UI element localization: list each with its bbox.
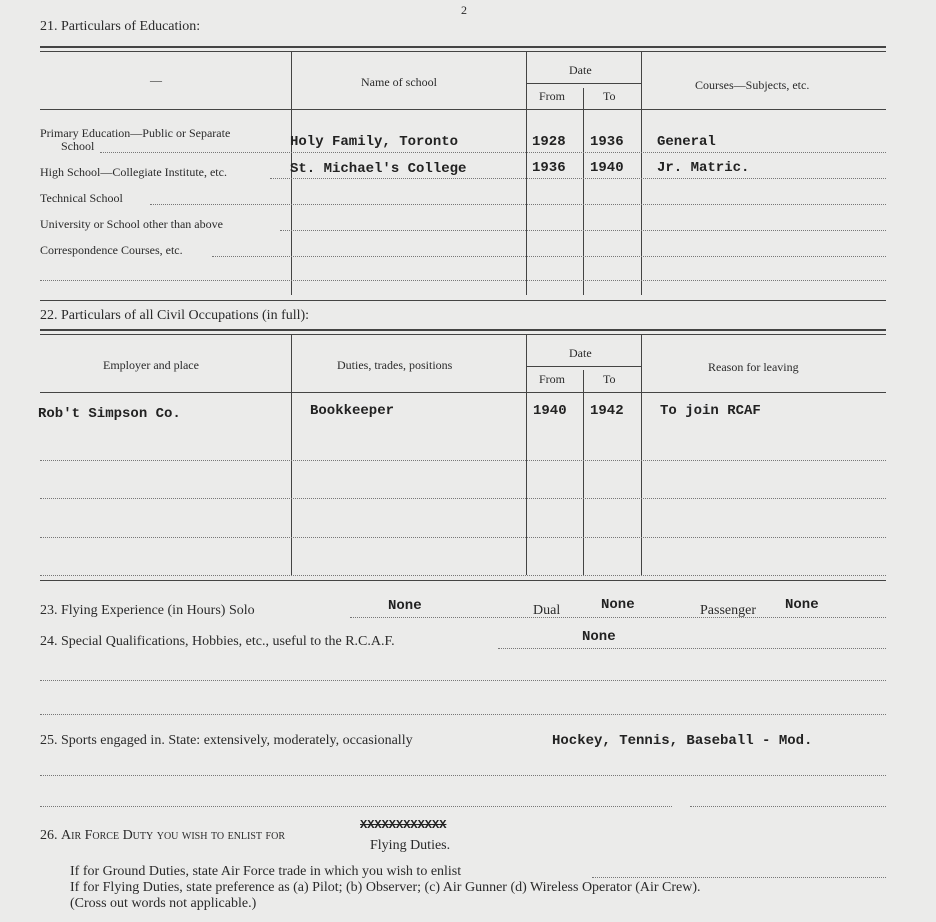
- crossed-out-ground-duties: XXXXXXXXXXXX: [360, 818, 447, 832]
- employer: Rob't Simpson Co.: [38, 406, 181, 422]
- row-label: High School—Collegiate Institute, etc.: [40, 165, 227, 179]
- dual-label: Dual: [533, 603, 561, 618]
- divider: [40, 329, 886, 331]
- page-number: 2: [461, 3, 467, 17]
- column-divider: [526, 335, 527, 575]
- courses: General: [657, 134, 716, 150]
- reason-for-leaving: To join RCAF: [660, 403, 761, 419]
- header-blank: —: [150, 73, 162, 87]
- header-date: Date: [569, 63, 592, 77]
- divider: [40, 300, 886, 301]
- header-duties: Duties, trades, positions: [337, 358, 453, 372]
- school-name: Holy Family, Toronto: [290, 134, 459, 150]
- dotted-line: [212, 256, 886, 257]
- row-label: School: [61, 139, 95, 153]
- item-number: 26.: [40, 828, 58, 843]
- item-label: Air Force Duty you wish to enlist for: [61, 828, 285, 843]
- sports-value: Hockey, Tennis, Baseball - Mod.: [552, 733, 813, 749]
- header-courses: Courses—Subjects, etc.: [695, 78, 810, 92]
- header-from: From: [539, 372, 566, 386]
- solo-hours: None: [388, 598, 422, 614]
- column-divider: [641, 52, 642, 295]
- flying-experience-label: 23. Flying Experience (in Hours) Solo: [40, 603, 255, 618]
- header-reason: Reason for leaving: [708, 360, 799, 374]
- date-to: 1942: [590, 403, 624, 419]
- date-from: 1940: [533, 403, 567, 419]
- dotted-line: [350, 617, 886, 618]
- dotted-line: [40, 775, 886, 776]
- cross-out-note: (Cross out words not applicable.): [70, 896, 257, 911]
- divider: [40, 334, 886, 335]
- section-21-title: 21. Particulars of Education:: [40, 19, 201, 34]
- dotted-line: [40, 460, 886, 461]
- dotted-line: [40, 280, 886, 281]
- divider: [40, 51, 886, 52]
- dotted-line: [280, 230, 886, 231]
- passenger-label: Passenger: [700, 603, 756, 618]
- row-label: Correspondence Courses, etc.: [40, 243, 183, 257]
- flying-duties-line: If for Flying Duties, state preference as (a) Pilot; (b) Observer; (c) Air Gunner (d) Wireless Operator (Air Crew).: [70, 880, 701, 895]
- flying-duties-choice: Flying Duties.: [370, 838, 451, 853]
- row-label: Primary Education—Public or Separate: [40, 126, 231, 140]
- header-date: Date: [569, 346, 592, 360]
- courses: Jr. Matric.: [657, 160, 750, 176]
- header-from: From: [539, 89, 566, 103]
- sports-label: 25. Sports engaged in. State: extensively, moderately, occasionally: [40, 733, 413, 748]
- column-divider: [641, 335, 642, 575]
- duties: Bookkeeper: [310, 403, 395, 419]
- header-employer: Employer and place: [103, 358, 199, 372]
- dotted-line: [100, 152, 886, 153]
- special-qualifications-label: 24. Special Qualifications, Hobbies, etc., useful to the R.C.A.F.: [40, 634, 395, 649]
- dotted-line: [40, 498, 886, 499]
- row-label: Technical School: [40, 191, 123, 205]
- date-to: 1936: [590, 134, 624, 150]
- dotted-line: [40, 714, 886, 715]
- divider: [40, 580, 886, 581]
- column-divider: [583, 88, 584, 295]
- dotted-line: [270, 178, 886, 179]
- passenger-hours: None: [785, 597, 819, 613]
- divider: [40, 109, 886, 110]
- column-divider: [583, 370, 584, 575]
- dotted-line: [40, 806, 672, 807]
- header-to: To: [603, 372, 616, 386]
- date-from: 1928: [532, 134, 566, 150]
- date-to: 1940: [590, 160, 624, 176]
- dual-hours: None: [601, 597, 635, 613]
- divider: [526, 83, 641, 84]
- special-qualifications-value: None: [582, 629, 616, 645]
- header-name-of-school: Name of school: [361, 75, 437, 89]
- column-divider: [526, 52, 527, 295]
- divider: [526, 366, 641, 367]
- dotted-line: [690, 806, 886, 807]
- section-22-title: 22. Particulars of all Civil Occupations (in full):: [40, 308, 310, 323]
- dotted-line: [592, 877, 886, 878]
- column-divider: [291, 335, 292, 575]
- ground-duties-line: If for Ground Duties, state Air Force trade in which you wish to enlist: [70, 864, 462, 879]
- divider: [40, 46, 886, 48]
- school-name: St. Michael's College: [290, 161, 467, 177]
- date-from: 1936: [532, 160, 566, 176]
- air-force-duty-label: [40, 828, 285, 844]
- divider: [40, 392, 886, 393]
- dotted-line: [40, 680, 886, 681]
- row-label: University or School other than above: [40, 217, 223, 231]
- dotted-line: [40, 575, 886, 576]
- dotted-line: [498, 648, 886, 649]
- dotted-line: [40, 537, 886, 538]
- header-to: To: [603, 89, 616, 103]
- dotted-line: [150, 204, 886, 205]
